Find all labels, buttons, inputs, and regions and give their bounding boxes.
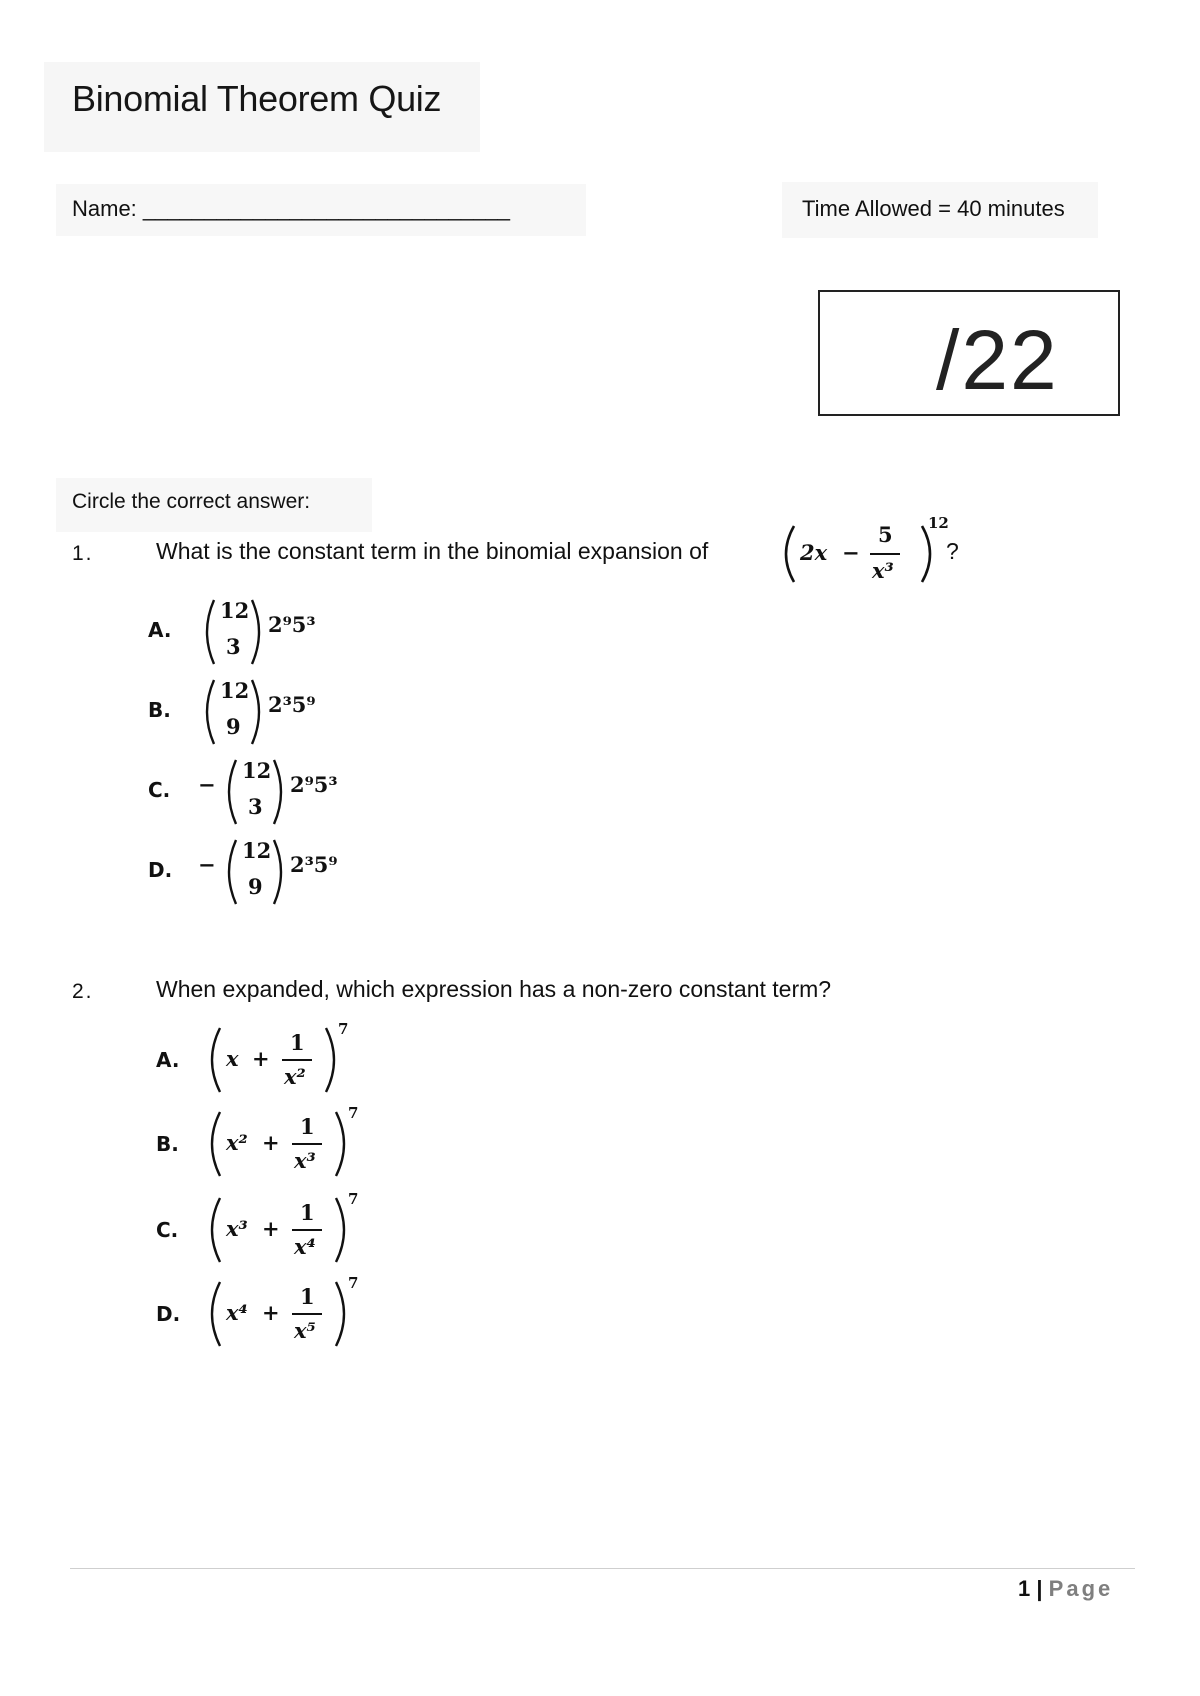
expression-operator: + xyxy=(262,1300,280,1325)
option-factor: 2³5⁹ xyxy=(268,692,316,717)
binom-bottom: 9 xyxy=(226,714,241,739)
option-1b-math[interactable] xyxy=(200,676,340,748)
expression-denominator: x³ xyxy=(872,558,894,583)
expression-term: x³ xyxy=(226,1216,248,1241)
page-title: Binomial Theorem Quiz xyxy=(72,78,442,119)
expression-denominator: x⁴ xyxy=(294,1234,316,1259)
expression-numerator: 1 xyxy=(300,1284,315,1309)
expression-numerator: 1 xyxy=(300,1114,315,1139)
footer-divider xyxy=(70,1568,1135,1569)
expression-power: 7 xyxy=(338,1020,349,1038)
binom-bottom: 9 xyxy=(248,874,263,899)
option-letter[interactable]: D. xyxy=(156,1302,181,1326)
expression-numerator: 5 xyxy=(878,522,893,547)
page-number: 1 xyxy=(1018,1576,1031,1601)
name-field xyxy=(72,196,510,222)
question-2-text: When expanded, which expression has a non-zero constant term? xyxy=(156,976,832,1002)
page-label: Page xyxy=(1048,1576,1114,1601)
option-sign: − xyxy=(198,852,216,877)
expression-power: 7 xyxy=(348,1274,359,1292)
option-2a-math[interactable] xyxy=(204,1018,364,1100)
expression-denominator: x³ xyxy=(294,1148,316,1173)
option-letter[interactable]: B. xyxy=(156,1132,179,1156)
binom-bottom: 3 xyxy=(248,794,263,819)
time-allowed: Time Allowed = 40 minutes xyxy=(802,196,1065,221)
expression-power: 12 xyxy=(928,514,949,532)
option-sign: − xyxy=(198,772,216,797)
expression-operator: + xyxy=(252,1046,270,1071)
question-1-number: 1. xyxy=(72,542,94,565)
expression-denominator: x² xyxy=(284,1064,306,1089)
expression-power: 7 xyxy=(348,1190,359,1208)
question-1-text: What is the constant term in the binomial expansion of xyxy=(156,538,709,564)
option-1d-math[interactable] xyxy=(198,836,358,908)
option-1a-math[interactable] xyxy=(200,596,340,668)
expression-numerator: 1 xyxy=(300,1200,315,1225)
option-letter[interactable]: C. xyxy=(156,1218,179,1242)
expression-term: 2x xyxy=(800,540,828,565)
option-letter[interactable]: D. xyxy=(148,858,173,882)
page-footer xyxy=(1018,1576,1113,1602)
expression-numerator: 1 xyxy=(290,1030,305,1055)
option-letter[interactable]: C. xyxy=(148,778,171,802)
option-factor: 2³5⁹ xyxy=(290,852,338,877)
binom-top: 12 xyxy=(242,838,272,863)
option-letter[interactable]: B. xyxy=(148,698,171,722)
score-total: /22 xyxy=(936,313,1059,407)
binom-bottom: 3 xyxy=(226,634,241,659)
option-2d-math[interactable] xyxy=(204,1272,374,1354)
question-2-number: 2. xyxy=(72,980,94,1003)
question-1-suffix: ? xyxy=(946,538,959,564)
option-2b-math[interactable] xyxy=(204,1102,374,1184)
expression-term: x xyxy=(226,1046,239,1071)
option-factor: 2⁹5³ xyxy=(290,772,338,797)
expression-term: x⁴ xyxy=(226,1300,248,1325)
expression-operator: + xyxy=(262,1216,280,1241)
footer-separator: | xyxy=(1036,1576,1043,1601)
option-letter[interactable]: A. xyxy=(156,1048,180,1072)
expression-term: x² xyxy=(226,1130,248,1155)
instruction-text: Circle the correct answer: xyxy=(72,490,311,513)
name-label: Name: xyxy=(72,196,137,221)
name-blank: ______________________________ xyxy=(142,196,510,221)
binom-top: 12 xyxy=(242,758,272,783)
option-letter[interactable]: A. xyxy=(148,618,172,642)
expression-power: 7 xyxy=(348,1104,359,1122)
expression-operator: − xyxy=(842,540,860,565)
option-2c-math[interactable] xyxy=(204,1188,374,1270)
expression-denominator: x⁵ xyxy=(294,1318,316,1343)
option-1c-math[interactable] xyxy=(198,756,358,828)
expression-operator: + xyxy=(262,1130,280,1155)
option-factor: 2⁹5³ xyxy=(268,612,316,637)
binom-top: 12 xyxy=(220,678,250,703)
binom-top: 12 xyxy=(220,598,250,623)
